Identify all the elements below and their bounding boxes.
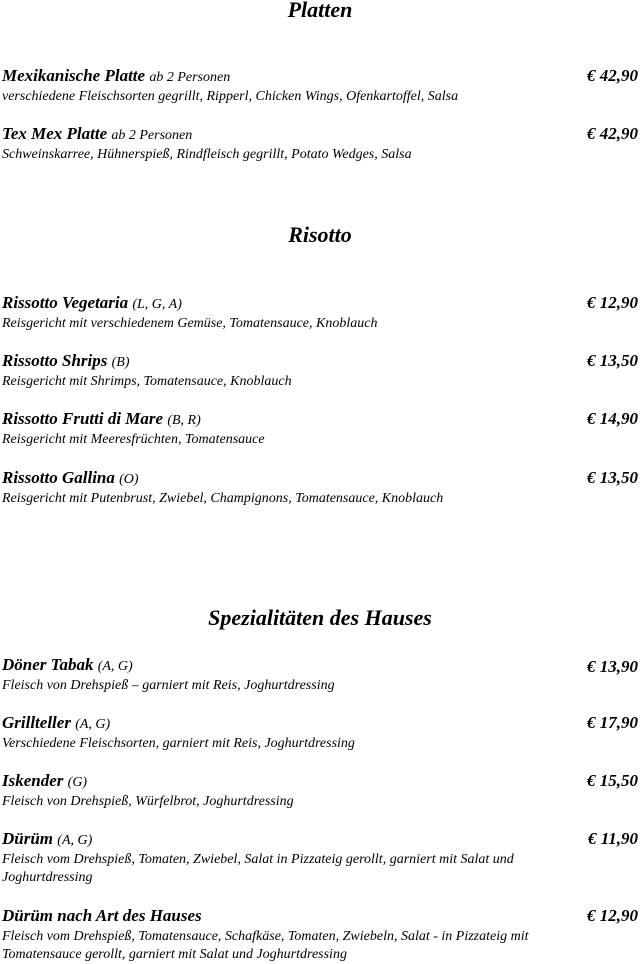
item-description: Schweinskarree, Hühnerspieß, Rindfleisch gegrillt, Potato Wedges, Salsa [2,147,412,162]
item-description: Fleisch von Drehspieß – garniert mit Reis, Joghurtdressing [2,678,335,693]
section-title-platten: Platten [287,0,353,22]
item-note: (A, G) [57,833,93,848]
item-description: Fleisch von Drehspieß, Würfelbrot, Joghurtdressing [2,794,294,809]
item-description: Reisgericht mit Meeresfrüchten, Tomatensauce [2,432,265,447]
item-name-line [2,906,638,928]
item-note: (B) [111,355,130,370]
item-price: € 42,90 [587,66,638,85]
menu-item [2,655,638,695]
menu-item [2,906,638,964]
section-title-spezialitaeten: Spezialitäten des Hauses [208,605,432,630]
item-name: Döner Tabak [2,655,94,674]
item-name-line [2,713,638,735]
item-note: (A, G) [75,717,111,732]
item-name-line [2,409,638,431]
item-description: Reisgericht mit Shrimps, Tomatensauce, Knoblauch [2,374,292,389]
item-description: Fleisch vom Drehspieß, Tomaten, Zwiebel, Salat in Pizzateig gerollt, garniert mit Salat und Joghurtdressing [2,852,514,885]
item-description: Reisgericht mit verschiedenem Gemüse, Tomatensauce, Knoblauch [2,316,378,331]
item-name-line [2,351,638,373]
item-name-line [2,829,638,851]
item-price: € 15,50 [587,771,638,790]
item-name: Rissotto Frutti di Mare [2,409,164,428]
item-note: (A, G) [97,659,133,674]
item-price: € 13,50 [587,468,638,487]
item-description: Verschiedene Fleischsorten, garniert mit Reis, Joghurtdressing [2,736,355,751]
item-name-line [2,771,638,793]
menu-item [2,293,638,333]
item-description: Fleisch vom Drehspieß, Tomatensauce, Schafkäse, Tomaten, Zwiebeln, Salat - in Pizzateig mit Tomatensauce gerollt, garniert mit Salat und Joghurtdressing [2,929,529,962]
item-price: € 11,90 [587,829,638,848]
item-price: € 13,50 [587,351,638,370]
item-price: € 12,90 [587,293,638,312]
menu-item [2,468,638,508]
item-description: Reisgericht mit Putenbrust, Zwiebel, Champignons, Tomatensauce, Knoblauch [2,491,444,506]
item-price: € 17,90 [587,713,638,732]
menu-item [2,351,638,391]
item-price: € 12,90 [587,906,638,925]
item-name-line [2,124,638,146]
item-name: Mexikanische Platte [2,66,146,85]
item-note: (O) [119,472,139,487]
item-name: Rissotto Shrips [2,351,108,370]
item-note: ab 2 Personen [111,128,193,143]
item-price: € 13,90 [587,657,638,676]
menu-item [2,66,638,106]
item-name-line [2,293,638,315]
item-price: € 42,90 [587,124,638,143]
item-note: (B, R) [167,413,201,428]
item-name: Grillteller [2,713,71,732]
item-price: € 14,90 [587,409,638,428]
item-name: Dürüm [2,829,54,848]
menu-item [2,409,638,449]
item-name: Iskender [2,771,64,790]
item-description: verschiedene Fleischsorten gegrillt, Ripperl, Chicken Wings, Ofenkartoffel, Salsa [2,89,459,104]
item-name-line [2,66,638,88]
item-name-line [2,468,638,490]
item-note: (L, G, A) [132,297,182,312]
item-name: Dürüm nach Art des Hauses [2,906,202,925]
item-note: (G) [67,775,88,790]
item-name: Rissotto Vegetaria [2,293,129,312]
menu-item [2,771,638,811]
menu-item [2,829,638,887]
item-note: ab 2 Personen [149,70,231,85]
menu-item [2,124,638,164]
item-name-line [2,655,638,677]
item-name: Rissotto Gallina [2,468,115,487]
section-title-risotto: Risotto [288,222,352,247]
item-name: Tex Mex Platte [2,124,108,143]
menu-item [2,713,638,753]
